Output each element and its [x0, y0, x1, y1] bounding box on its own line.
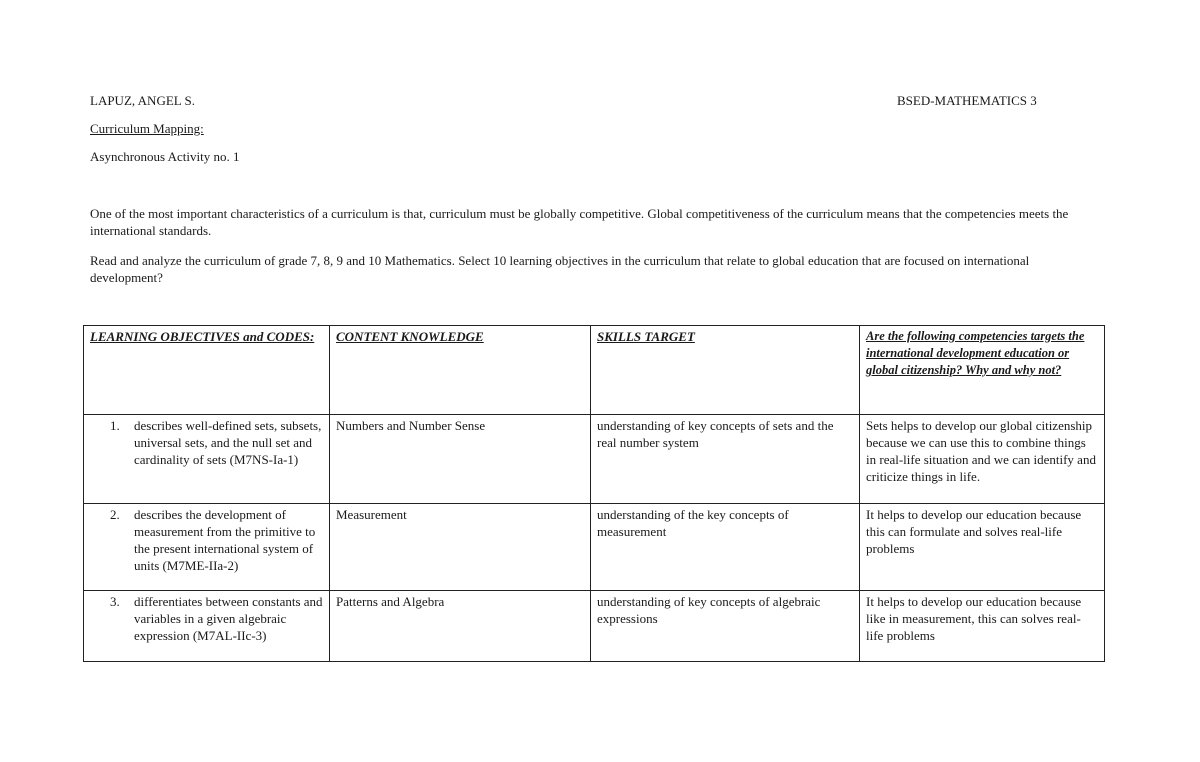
objective-text: describes well-defined sets, subsets, universal sets, and the null set and cardinality of sets (M7NS-Ia-1)	[134, 418, 322, 467]
objective-text: describes the development of measurement from the primitive to the present international system of units (M7ME-IIa-2)	[134, 507, 316, 573]
topic-title: Curriculum Mapping:	[90, 121, 204, 136]
content-cell: Numbers and Number Sense	[330, 415, 591, 504]
intro-paragraph-1: One of the most important characteristics of a curriculum is that, curriculum must be globally competitive. Global competitiveness of the curriculum means that the competencies meets the international standards.	[90, 206, 1069, 238]
answer-cell: It helps to develop our education because like in measurement, this can solves real-life problems	[860, 591, 1105, 662]
answer-cell: It helps to develop our education because this can formulate and solves real-life problems	[860, 504, 1105, 591]
objective-number: 1.	[110, 418, 120, 433]
table-row	[84, 504, 1105, 591]
header-content-knowledge: CONTENT KNOWLEDGE	[330, 326, 591, 415]
objective-cell	[84, 415, 330, 504]
answer-cell: Sets helps to develop our global citizenship because we can use this to combine things in real-life situation and we can identify and criticize things in life.	[860, 415, 1105, 504]
table-row	[84, 591, 1105, 662]
intro-paragraph-2: Read and analyze the curriculum of grade 7, 8, 9 and 10 Mathematics. Select 10 learning objectives in the curriculum that relate to global education that are focused on international development?	[90, 253, 1030, 285]
student-name: LAPUZ, ANGEL S.	[90, 93, 195, 108]
content-cell: Measurement	[330, 504, 591, 591]
table-header-row	[84, 326, 1105, 415]
header-skills-target: SKILLS TARGET	[591, 326, 860, 415]
curriculum-map-table	[83, 325, 1105, 662]
table-row	[84, 415, 1105, 504]
objective-text: differentiates between constants and variables in a given algebraic expression (M7AL-IIc-3)	[134, 594, 323, 643]
objective-cell	[84, 591, 330, 662]
skills-cell: understanding of key concepts of algebraic expressions	[591, 591, 860, 662]
course-label: BSED-MATHEMATICS 3	[897, 93, 1037, 108]
objective-cell	[84, 504, 330, 591]
objective-number: 3.	[110, 594, 120, 609]
objective-number: 2.	[110, 507, 120, 522]
skills-cell: understanding of the key concepts of measurement	[591, 504, 860, 591]
content-cell: Patterns and Algebra	[330, 591, 591, 662]
activity-title: Asynchronous Activity no. 1	[90, 149, 240, 164]
skills-cell: understanding of key concepts of sets and the real number system	[591, 415, 860, 504]
header-global-question: Are the following competencies targets the international development education or global citizenship? Why and why not?	[860, 326, 1105, 415]
header-learning-objectives: LEARNING OBJECTIVES and CODES:	[84, 326, 330, 415]
